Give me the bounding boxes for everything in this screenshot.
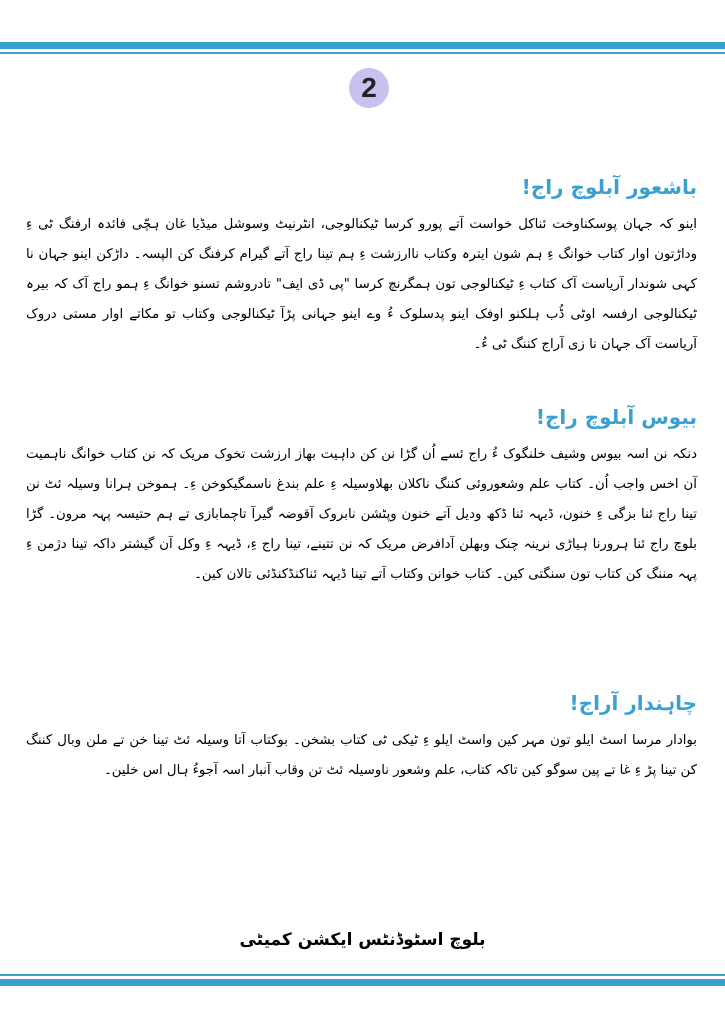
- section-paragraph: اینو کہ جہان پوسکناوخت ئناکل خواست آتے پورو کرسا ٹیکنالوجی، انٹرنیٹ وسوشل میڈیا غان ہچّی فائدہ ارفنگ ٹی ءِ وداڑتون اوار کتاب خوانگ ءِ ہم شون ایترہ وکتاب ناارزشت ءِ ہم تینا راج آتے گیرام کرفنگ کن الپسہ۔ داڑکن اینو جہان نا کہی شوندار آریاست آک کتاب ءِ ٹیکنالوجی تون ہمگرنچ کرسا "پی ڈی ایف" تادروشم تسنو خوانگ ءِ ہمو راج آک کہ بیرہ ٹیکنالوجی ارفسہ اوٹی ڈُب ہلکنو اوفک اینو پدسلوک ءُ وے اینو جہانی پڑآ ٹیکنالوجی وکتاب تو مکاتے اوار مستی دروک آریاست آک جہان نا زی آراج کننگ ٹی ءُ۔: [26, 217, 697, 352]
- section-paragraph: بوادار مرسا اسٹ ایلو تون مہر کین واسٹ ایلو ءِ ٹیکی ٹی کتاب بشخن۔ بوکتاب آتا وسیلہ ئٹ تینا خن تے ملن وبال کننگ کن تینا پڑ ءِ غا تے پین سوگو کین تاکہ کتاب، علم وشعور ناوسیلہ ئٹ تن وقاب آنبار اسہ آجوءُ ہال اس خلین۔: [26, 733, 697, 778]
- section-aware-nation: [26, 686, 697, 786]
- section-heading: چاہندار آراج!: [569, 691, 697, 715]
- section-paragraph: دنکہ نن اسہ بیوس وشیف خلنگوک ءُ راج ئسے اُن گڑا نن کن داہیت بھاز ارزشت تخوک مریک کہ نن کتاب خوانگ ناہمیت آن اخس واجب اُن۔ کتاب علم وشعوروئی کننگ ناکلان بھلاوسیلہ ءِ علم بندغ ناسمگیکوخن ءِ۔ ہموخن ہرانا وسیلہ ئٹ نن تینا راج ئنا بزگی ءِ خنون، ڈیہہ ئنا ڈکھ ودیل آتے خنون وپٹشن نابروک آقوضہ گیرآ تاچمابازی تے ہم حتیسہ پہہ مرون۔ گڑا بلوچ راج ئنا ہرورنا ہیاڑی نرینہ چنک وبھلن آدافرض مریک کہ نن تتینے، تینا راج ءِ، ڈیہہ ءِ وکل آن گیشتر داکہ تینا دژمن ءِ پہہ مننگ کن کتاب تون سنگتی کین۔ کتاب خوانن وکتاب آتے تینا ڈیہہ ئناکنڈکنڈئی تالان کین۔: [26, 447, 697, 582]
- page-number: 2: [361, 72, 377, 103]
- section-heading: بیوس آبلوچ راج!: [535, 405, 697, 429]
- bottom-border-thick: [0, 979, 725, 986]
- top-border-thick: [0, 42, 725, 49]
- section-conscious-nation: [26, 170, 697, 360]
- top-border-thin: [0, 52, 725, 54]
- section-heading: باشعور آبلوچ راج!: [521, 175, 697, 199]
- footer-organization-name: بلوچ اسٹوڈنٹس ایکشن کمیٹی: [239, 930, 486, 950]
- page-number-badge: [349, 68, 389, 108]
- bottom-border-thin: [0, 974, 725, 976]
- section-helpless-nation: [26, 400, 697, 590]
